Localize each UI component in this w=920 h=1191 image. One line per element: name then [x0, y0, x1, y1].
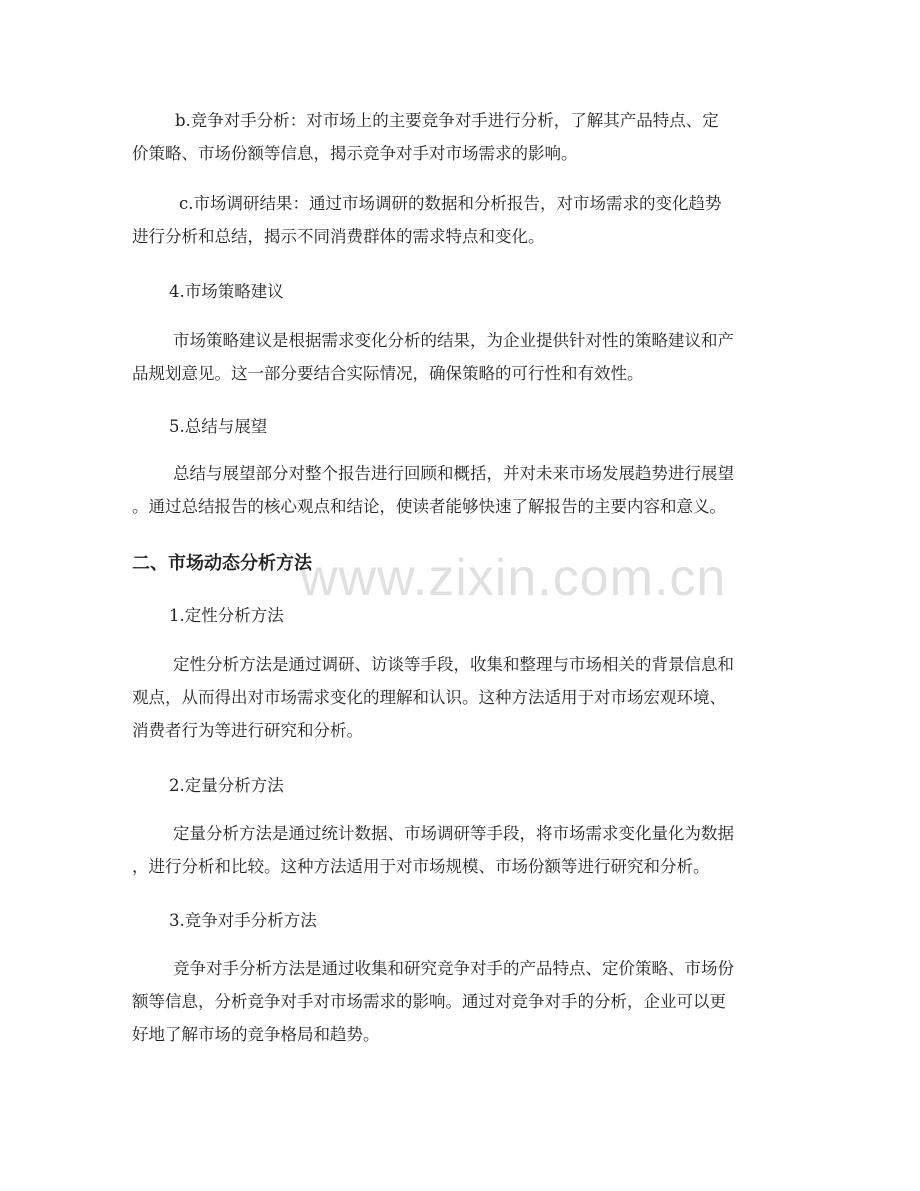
text-line: c.市场调研结果：通过市场调研的数据和分析报告，对市场需求的变化趋势 [179, 194, 722, 213]
text-line: 总结与展望部分对整个报告进行回顾和概括，并对未来市场发展趋势进行展望 [173, 464, 734, 483]
text-line: 品规划意见。这一部分要结合实际情况，确保策略的可行性和有效性。 [132, 364, 644, 383]
watermark: www.zixin.com.cn [300, 549, 727, 607]
text-line: 定量分析方法是通过统计数据、市场调研等手段，将市场需求变化量化为数据 [173, 824, 734, 843]
section-title: 二、市场动态分析方法 [132, 553, 312, 574]
text-line: 消费者行为等进行研究和分析。 [132, 721, 363, 740]
text-line: 价策略、市场份额等信息，揭示竞争对手对市场需求的影响。 [132, 144, 578, 163]
text-line: 定性分析方法是通过调研、访谈等手段，收集和整理与市场相关的背景信息和 [173, 655, 734, 674]
text-line: 竞争对手分析方法是通过收集和研究竞争对手的产品特点、定价策略、市场份 [173, 959, 734, 978]
subheading-competitor-method: 3.竞争对手分析方法 [169, 911, 317, 930]
text-line: 观点，从而得出对市场需求变化的理解和认识。这种方法适用于对市场宏观环境、 [132, 688, 726, 707]
text-line: 。通过总结报告的核心观点和结论，使读者能够快速了解报告的主要内容和意义。 [132, 497, 726, 516]
text-line: ，进行分析和比较。这种方法适用于对市场规模、市场份额等进行研究和分析。 [132, 857, 710, 876]
paragraph-quantitative-analysis [132, 817, 792, 883]
text-line: 额等信息，分析竞争对手对市场需求的影响。通过对竞争对手的分析，企业可以更 [132, 992, 726, 1011]
subheading-qualitative-analysis: 1.定性分析方法 [169, 606, 284, 625]
paragraph-qualitative-analysis [132, 648, 792, 747]
subheading-market-strategy: 4.市场策略建议 [169, 282, 284, 301]
paragraph-summary-outlook [132, 457, 792, 523]
text-line: 市场策略建议是根据需求变化分析的结果，为企业提供针对性的策略建议和产 [173, 331, 734, 350]
paragraph-competitor-analysis [132, 104, 792, 170]
paragraph-competitor-method [132, 952, 792, 1051]
text-line: 进行分析和总结，揭示不同消费群体的需求特点和变化。 [132, 227, 545, 246]
text-line: b.竞争对手分析：对市场上的主要竞争对手进行分析，了解其产品特点、定 [175, 111, 719, 130]
subheading-summary-outlook: 5.总结与展望 [169, 417, 268, 436]
subheading-quantitative-analysis: 2.定量分析方法 [169, 776, 284, 795]
text-line: 好地了解市场的竞争格局和趋势。 [132, 1025, 380, 1044]
paragraph-market-research-results [132, 187, 792, 253]
paragraph-market-strategy [132, 324, 792, 390]
